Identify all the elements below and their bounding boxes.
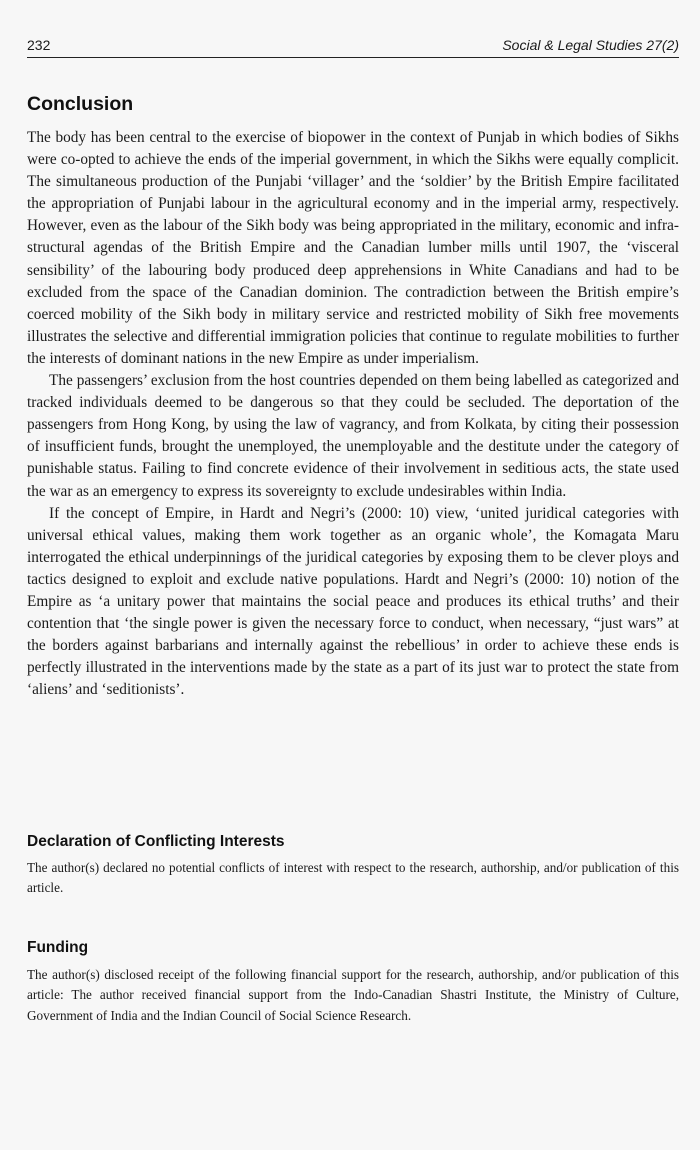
conclusion-paragraph-1: The body has been central to the exercise of biopower in the context of Punjab in which bodies of Sikhs were co-opted to achieve the ends of the imperial government, in which the Sikhs were equally complicit. The simultaneous production of the Punjabi ‘villager’ and the ‘soldier’ by the British Empire facilitated the appropriation of Punjabi labour in the agricultural economy and in the imperial army, respectively. However, even as the labour of the Sikh body was being appropriated in the military, economic and infrastructural agendas of the British Empire and the Canadian lumber mills until 1907, the ‘visceral sensibility’ of the labouring body produced deep apprehensions in White Canadians and had to be excluded from the space of the Canadian dominion. The contradiction between the British empire’s coerced mobility of the Sikh body in military service and restricted mobility of Sikh free movements illustrates the selective and differential immigration policies that continue to regulate mobilities to further the interests of dominant nations in the new Empire as under imperialism. bbox=[27, 129, 679, 367]
funding-text: The author(s) disclosed receipt of the following financial support for the research, authorship, and/​or publication of this article: The author received financial support from the Indo-Canadian Shastri Institute, the Ministry of Culture, Government of India and the Indian Council of Social Science Research. bbox=[27, 967, 679, 1023]
page-number: 232 bbox=[27, 37, 51, 53]
conflicts-heading: Declaration of Conflicting Interests bbox=[27, 833, 285, 850]
conflicts-text: The author(s) declared no potential conflicts of interest with respect to the research, authorship, and/or publication of this article. bbox=[27, 860, 679, 896]
conclusion-heading: Conclusion bbox=[27, 93, 134, 115]
running-head bbox=[27, 35, 679, 58]
conclusion-body bbox=[27, 127, 679, 701]
conclusion-paragraph-3: If the concept of Empire, in Hardt and Negri’s (2000: 10) view, ‘united juridical categories with universal ethical values, making them work together as an organic whole’, the Komagata Maru interrogated the ethical underpinnings of the juridical categories by exposing them to be clever ploys and tactics designed to exploit and exclude native populations. Hardt and Negri’s (2000: 10) notion of the Empire as ‘a unitary power that maintains the social peace and produces its ethical truths’ and their contention that ‘the single power is given the necessary force to conduct, when necessary, “just wars” at the borders against barbarians and internally against the rebellious’ in order to achieve these ends is perfectly illustrated in the interventions made by the state as a part of its just war to protect the state from ‘aliens’ and ‘seditionists’. bbox=[27, 504, 679, 699]
conflicts-body bbox=[27, 858, 679, 899]
journal-title: Social & Legal Studies 27(2) bbox=[502, 37, 679, 53]
funding-heading: Funding bbox=[27, 939, 89, 956]
conclusion-paragraph-2: The passengers’ exclusion from the host countries depended on them being labelled as categorized and tracked individuals deemed to be dangerous so that they could be secluded. The deportation of the passengers from Hong Kong, by using the law of vagrancy, and from Kolkata, by citing their possession of insufficient funds, brought the unemployed, the unemployable and the destitute under the category of punishable status. Failing to find concrete evidence of their involvement in seditious acts, the state used the war as an emergency to express its sovereignty to exclude undesirables within India. bbox=[27, 372, 679, 500]
funding-body bbox=[27, 965, 679, 1026]
